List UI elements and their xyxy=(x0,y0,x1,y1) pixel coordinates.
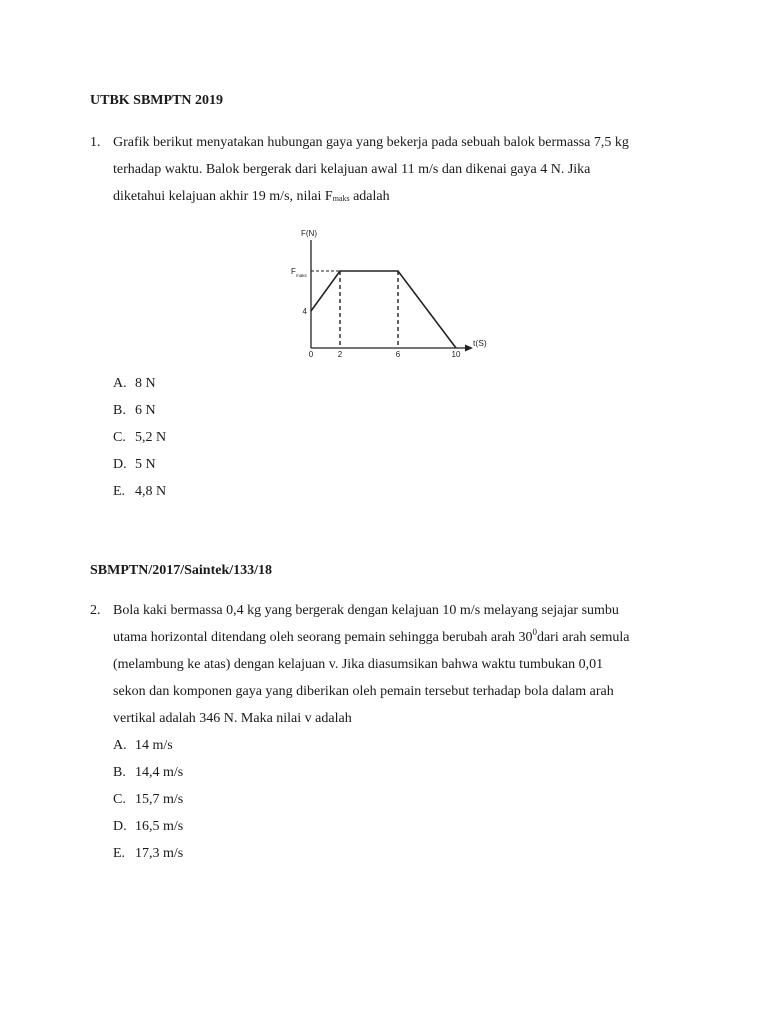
option-text: 16,5 m/s xyxy=(135,819,184,834)
option-letter: B. xyxy=(113,765,126,780)
option-letter: A. xyxy=(113,376,127,391)
question2-line3: (melambung ke atas) dengan kelajuan v. Jika diasumsikan bahwa waktu tumbukan 0,01 xyxy=(113,657,604,672)
option-e[interactable] xyxy=(113,484,166,511)
option-b[interactable] xyxy=(113,765,183,792)
option-letter: C. xyxy=(113,430,126,445)
option-a[interactable] xyxy=(113,738,183,765)
option-text: 4,8 N xyxy=(135,484,167,499)
question1-number: 1. xyxy=(90,135,101,150)
question1-options xyxy=(113,376,166,511)
question2-line5: vertikal adalah 346 N. Maka nilai v adalah xyxy=(113,711,352,726)
option-text: 5,2 N xyxy=(135,430,167,445)
question1-fmaks-subscript: maks xyxy=(332,194,350,203)
option-text: 14 m/s xyxy=(135,738,173,753)
y-tick-label-4: 4 xyxy=(302,307,307,316)
x-tick-label-6: 6 xyxy=(395,350,401,359)
option-text: 5 N xyxy=(135,457,156,472)
option-letter: E. xyxy=(113,484,126,499)
question1-line3 xyxy=(113,189,390,205)
y-axis-label: F(N) xyxy=(301,229,317,238)
option-d[interactable] xyxy=(113,819,183,846)
option-letter: D. xyxy=(113,457,127,472)
question1-line3-text: diketahui kelajuan akhir 19 m/s, nilai F xyxy=(113,189,333,204)
option-a[interactable] xyxy=(113,376,166,403)
question2-line2-text: utama horizontal ditendang oleh seorang pemain sehingga berubah arah 30 xyxy=(113,630,533,645)
fmaks-label: F xyxy=(291,267,296,276)
question2-line4: sekon dan komponen gaya yang diberikan oleh pemain tersebut terhadap bola dalam arah xyxy=(113,684,614,699)
x-axis-label: t(S) xyxy=(473,338,487,348)
option-d[interactable] xyxy=(113,457,166,484)
x-axis-arrow xyxy=(465,345,473,352)
option-letter: E. xyxy=(113,846,126,861)
x-tick-label-2: 2 xyxy=(337,350,343,359)
question2-options xyxy=(113,738,183,873)
option-c[interactable] xyxy=(113,430,166,457)
option-text: 14,4 m/s xyxy=(135,765,184,780)
force-time-chart xyxy=(285,222,485,360)
option-letter: B. xyxy=(113,403,126,418)
question2-line1: Bola kaki bermassa 0,4 kg yang bergerak dengan kelajuan 10 m/s melayang sejajar sumbu xyxy=(113,603,619,618)
option-text: 8 N xyxy=(135,376,156,391)
option-text: 15,7 m/s xyxy=(135,792,184,807)
option-c[interactable] xyxy=(113,792,183,819)
fmaks-label-subscript: maks xyxy=(296,273,307,278)
question2-number: 2. xyxy=(90,603,101,618)
question1-line2: terhadap waktu. Balok bergerak dari kelajuan awal 11 m/s dan dikenai gaya 4 N. Jika xyxy=(113,162,591,177)
question2-line2 xyxy=(113,627,630,646)
option-text: 17,3 m/s xyxy=(135,846,184,861)
x-tick-label-10: 10 xyxy=(451,350,461,359)
option-letter: A. xyxy=(113,738,127,753)
question1-line3-end: adalah xyxy=(349,189,390,204)
section2-heading: SBMPTN/2017/Saintek/133/18 xyxy=(90,563,273,578)
option-text: 6 N xyxy=(135,403,156,418)
question1-line1: Grafik berikut menyatakan hubungan gaya yang bekerja pada sebuah balok bermassa 7,5 kg xyxy=(113,135,629,150)
option-b[interactable] xyxy=(113,403,166,430)
option-letter: C. xyxy=(113,792,126,807)
option-e[interactable] xyxy=(113,846,183,873)
degree-superscript: 0 xyxy=(532,627,537,637)
section1-heading: UTBK SBMPTN 2019 xyxy=(90,93,224,108)
x-tick-label-0: 0 xyxy=(308,350,314,359)
question2-line2-end: dari arah semula xyxy=(536,630,630,645)
force-series-line xyxy=(311,271,456,348)
option-letter: D. xyxy=(113,819,127,834)
